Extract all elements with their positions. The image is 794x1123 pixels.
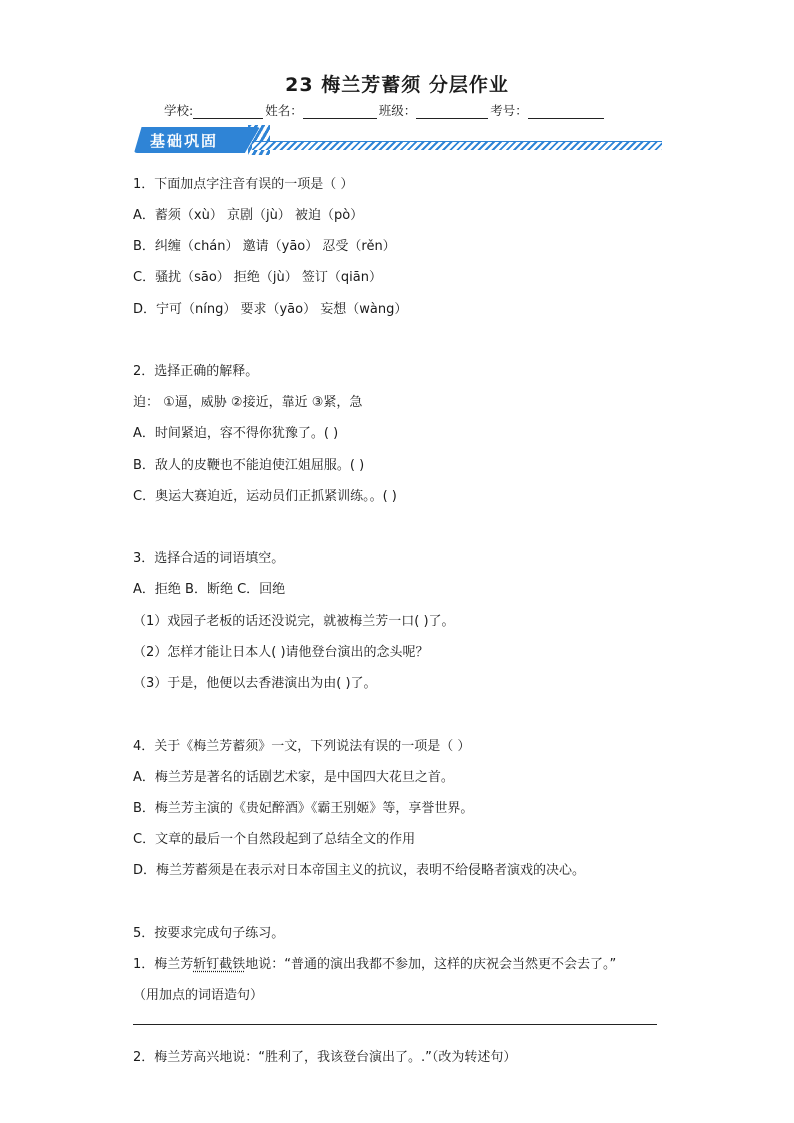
class-label: 班级： <box>378 103 417 118</box>
name-label: 姓名： <box>265 103 303 118</box>
banner-accent <box>248 125 270 155</box>
q2-option-c: C．奥运大赛迫近，运动员们正抓紧训练。。( ) <box>133 489 397 504</box>
q1-option-d: D．宁可（níng） 要求（yāo） 妄想（wàng） <box>133 302 408 317</box>
exam-no-label: 考号： <box>490 103 528 118</box>
q2-option-a: A．时间紧迫，容不得你犹豫了。( ) <box>133 426 339 441</box>
q3-sentence-3: （3）于是，他便以去香港演出为由( )了。 <box>133 676 377 691</box>
q1-option-a: A．蓄须（xù） 京剧（jù） 被迫（pò） <box>133 208 364 223</box>
q5-stem: 5．按要求完成句子练习。 <box>133 926 285 941</box>
q2-stem: 2．选择正确的解释。 <box>133 364 259 379</box>
name-field[interactable] <box>303 104 377 119</box>
class-field[interactable] <box>416 104 488 119</box>
banner-label: 基础巩固 <box>150 132 219 150</box>
q4-stem: 4．关于《梅兰芳蓄须》一文，下列说法有误的一项是（ ） <box>133 739 471 754</box>
q1-stem: 1．下面加点字注音有误的一项是（ ） <box>133 177 354 192</box>
answer-line[interactable] <box>133 1024 657 1025</box>
q4-option-b: B．梅兰芳主演的《贵妃醉酒》《霸王别姬》等，享誉世界。 <box>133 801 474 816</box>
q4-option-a: A．梅兰芳是著名的话剧艺术家，是中国四大花旦之首。 <box>133 770 454 785</box>
q5-s1-rest: 地说：“普通的演出我都不参加，这样的庆祝会当然更不会去了。” <box>245 957 617 972</box>
q5-s1-note: （用加点的词语造句） <box>133 988 264 1003</box>
page-title: 23 梅兰芳蓄须 分层作业 <box>285 74 509 96</box>
section-banner <box>130 125 662 157</box>
exam-no-field[interactable] <box>528 104 604 119</box>
q4-option-c: C．文章的最后一个自然段起到了总结全文的作用 <box>133 832 416 847</box>
q1-option-c: C．骚扰（sāo） 拒绝（jù） 签订（qiān） <box>133 270 382 285</box>
q2-meanings: 迫： ①逼，威胁 ②接近，靠近 ③紧，急 <box>133 395 363 410</box>
school-label: 学校: <box>164 103 194 118</box>
q3-options: A．拒绝 B．断绝 C．回绝 <box>133 582 286 597</box>
q5-sentence-2: 2．梅兰芳高兴地说：“胜利了，我该登台演出了。.”（改为转述句） <box>133 1050 517 1065</box>
q5-sentence-1 <box>133 953 616 972</box>
q1-option-b: B．纠缠（chán） 邀请（yāo） 忍受（rěn） <box>133 239 396 254</box>
q3-stem: 3．选择合适的词语填空。 <box>133 551 285 566</box>
q3-sentence-2: （2）怎样才能让日本人( )请他登台演出的念头呢？ <box>133 645 429 660</box>
q3-sentence-1: （1）戏园子老板的话还没说完，就被梅兰芳一口( )了。 <box>133 614 455 629</box>
q2-option-b: B．敌人的皮鞭也不能迫使江姐屈服。( ) <box>133 458 365 473</box>
q5-s1-prefix: 1．梅兰芳 <box>133 957 194 972</box>
school-field[interactable] <box>193 104 263 119</box>
q4-option-d: D．梅兰芳蓄须是在表示对日本帝国主义的抗议，表明不给侵略者演戏的决心。 <box>133 863 586 878</box>
student-info-line <box>164 101 606 119</box>
q5-s1-dotted-word: 斩钉截铁 <box>193 957 246 972</box>
banner-stripes <box>252 141 662 150</box>
